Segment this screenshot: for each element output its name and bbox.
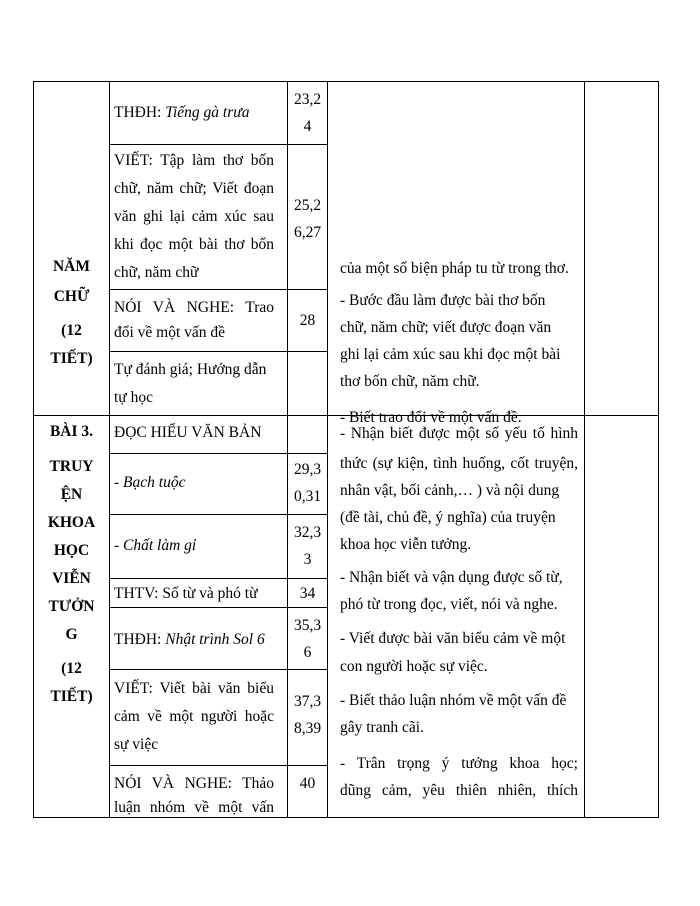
goal-line: - Trân trọng ý tưởng khoa học;	[340, 755, 578, 772]
lesson-line: cảm về một người hoặc	[114, 708, 274, 725]
period-number: 29,3	[293, 461, 322, 478]
goal-line: - Biết thảo luận nhóm về một vấn đề	[340, 692, 567, 709]
title-line: (12	[61, 660, 82, 677]
title-line: TƯỞN	[48, 598, 95, 615]
lesson-title: THĐH: Tiếng gà trưa	[114, 104, 250, 121]
lesson-title: - Chất làm gỉ	[114, 537, 197, 554]
lesson-line: đổi về một vấn đề	[114, 324, 226, 341]
goal-line: thức (sự kiện, tình huống, cốt truyện,	[340, 455, 578, 472]
lesson-line: ĐỌC HIỂU VĂN BẢN	[114, 424, 262, 441]
period-number: 37,3	[293, 693, 322, 710]
goal-line: phó từ trong đọc, viết, nói và nghe.	[340, 596, 558, 613]
lesson-line: VIẾT: Viết bài văn biểu	[114, 680, 274, 697]
title-line: TIẾT)	[50, 688, 93, 705]
period-number: 34	[299, 585, 316, 602]
lesson-line: văn ghi lại cảm xúc sau	[114, 208, 274, 225]
period-number: 23,2	[293, 91, 322, 108]
period-number: 40	[299, 775, 316, 792]
period-number: 4	[303, 118, 312, 135]
goal-line: nhân vật, bối cảnh,… ) và nội dung	[340, 482, 560, 499]
goal-line: - Nhận biết được một số yếu tố hình	[340, 425, 578, 442]
lesson-line: NÓI VÀ NGHE: Thảo	[114, 775, 274, 792]
period-number: 28	[299, 312, 316, 329]
period-number: 0,31	[293, 488, 322, 505]
lesson-line: chữ, năm chữ; Viết đoạn	[114, 180, 274, 197]
period-number: 6,27	[293, 224, 322, 241]
lesson-line: tự học	[114, 389, 153, 406]
goal-line: của một số biện pháp tu từ trong thơ.	[340, 260, 569, 277]
title-line: (12	[61, 322, 82, 339]
goal-line: - Bước đầu làm được bài thơ bốn	[340, 292, 546, 309]
goal-line: - Nhận biết và vận dụng được số từ,	[340, 569, 563, 586]
goal-line: gây tranh cãi.	[340, 719, 424, 736]
title-line: VIỄN	[52, 570, 91, 587]
goal-line: - Viết được bài văn biểu cảm về một	[340, 630, 566, 647]
title-line: KHOA	[47, 514, 96, 531]
title-line: BÀI 3.	[49, 423, 94, 440]
title-line: TIẾT)	[50, 350, 93, 367]
goal-line: (đề tài, chủ đề, ý nghĩa) của truyện	[340, 509, 556, 526]
title-line: NĂM	[52, 258, 91, 275]
period-number: 35,3	[293, 617, 322, 634]
title-line: TRUY	[49, 458, 94, 475]
lesson-line: sự việc	[114, 736, 159, 753]
goal-line: ghi lại cảm xúc sau khi đọc một bài	[340, 346, 561, 363]
title-line: G	[65, 626, 78, 643]
lesson-title: THĐH: Nhật trình Sol 6	[114, 631, 265, 648]
goal-line: thơ bốn chữ, năm chữ.	[340, 373, 480, 390]
period-number: 6	[303, 644, 312, 661]
lesson-title: - Bạch tuộc	[114, 474, 186, 491]
goal-line: - Biết trao đổi về một vấn đề.	[340, 409, 522, 426]
period-number: 3	[303, 551, 312, 568]
lesson-line: chữ, năm chữ	[114, 264, 199, 281]
period-number: 25,2	[293, 197, 322, 214]
lesson-line: luận nhóm về một vấn	[114, 799, 274, 816]
goal-line: con người hoặc sự việc.	[340, 658, 488, 675]
lesson-line: Tự đánh giá; Hướng dẫn	[114, 361, 267, 378]
goal-line: dũng cảm, yêu thiên nhiên, thích	[340, 782, 578, 799]
title-line: HỌC	[53, 542, 90, 559]
lesson-line: khi đọc một bài thơ bốn	[114, 236, 274, 253]
goal-line: khoa học viễn tưởng.	[340, 536, 472, 553]
period-number: 8,39	[293, 720, 322, 737]
title-line: ỆN	[60, 486, 83, 503]
lesson-line: VIẾT: Tập làm thơ bốn	[114, 152, 274, 169]
lesson-line: NÓI VÀ NGHE: Trao	[114, 299, 274, 316]
goal-line: chữ, năm chữ; viết được đoạn văn	[340, 319, 552, 336]
title-line: CHỮ	[53, 288, 90, 305]
lesson-line: THTV: Số từ và phó từ	[114, 585, 258, 602]
period-number: 32,3	[293, 524, 322, 541]
